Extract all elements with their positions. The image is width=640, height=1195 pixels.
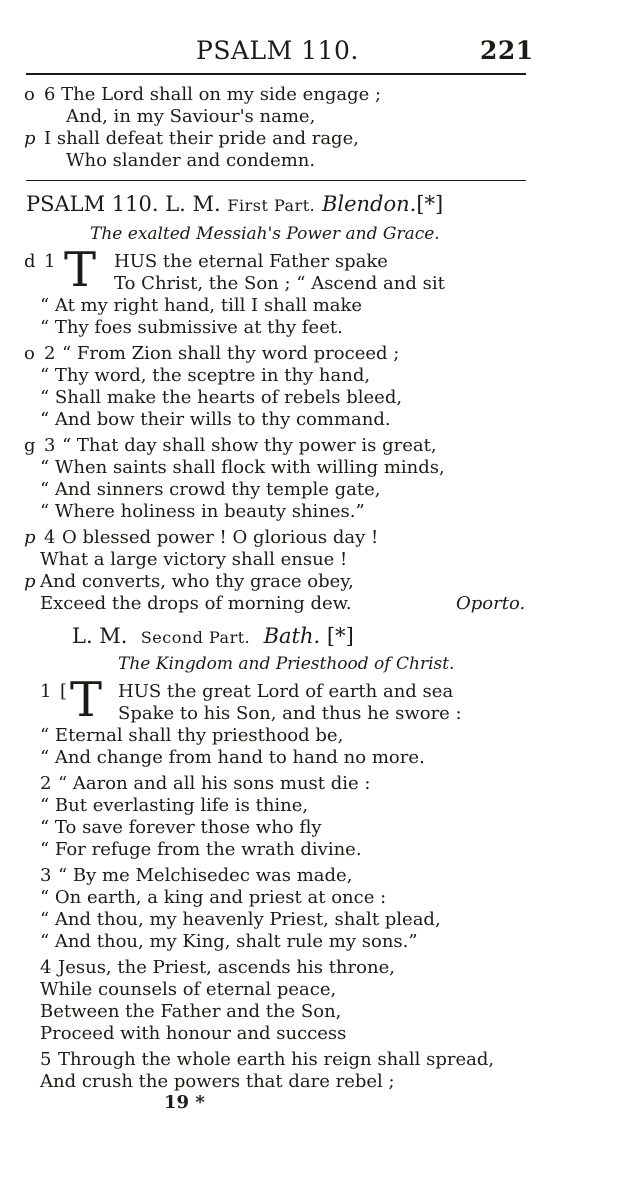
verse-line: Spake to his Son, and thus he swore : [118, 703, 462, 724]
tune-name: Bath. [263, 624, 321, 648]
part-heading [72, 624, 354, 648]
stanza-number: 1 [44, 251, 56, 272]
verse-line: 6 The Lord shall on my side engage ; [44, 84, 382, 105]
stanza-number: 4 [40, 957, 52, 978]
bracket: [ [60, 681, 68, 702]
verse-line: And converts, who thy grace obey, [40, 571, 354, 592]
stanza-number: 2 [44, 343, 56, 364]
stanza-marker: d [24, 251, 36, 272]
stanza-marker: o [24, 84, 35, 105]
verse-line: “ On earth, a king and priest at once : [40, 887, 387, 908]
verse-line: “ And thou, my heavenly Priest, shalt plead, [40, 909, 441, 930]
verse-line: “ When saints shall flock with willing minds, [40, 457, 445, 478]
verse-line: Jesus, the Priest, ascends his throne, [58, 957, 395, 978]
section-divider [26, 180, 526, 181]
verse-line: “ And thou, my King, shalt rule my sons.” [40, 931, 418, 952]
verse-line: “ Where holiness in beauty shines.” [40, 501, 365, 522]
verse-line: “ But everlasting life is thine, [40, 795, 309, 816]
stanza-number: 5 [40, 1049, 52, 1070]
verse-line: “ Aaron and all his sons must die : [58, 773, 371, 794]
verse-line: “ At my right hand, till I shall make [40, 295, 363, 316]
verse-line: HUS the great Lord of earth and sea [118, 681, 454, 702]
part-label: First Part. [227, 196, 316, 215]
stanza-marker: o [24, 343, 35, 364]
printer-signature: 19 * [164, 1092, 205, 1113]
verse-line: “ From Zion shall thy word proceed ; [62, 343, 400, 364]
verse-line: To Christ, the Son ; “ Ascend and sit [114, 273, 445, 294]
verse-line: Between the Father and the Son, [40, 1001, 342, 1022]
verse-line: “ Thy word, the sceptre in thy hand, [40, 365, 371, 386]
verse-line: “ For refuge from the wrath divine. [40, 839, 362, 860]
tune-mark: [*] [326, 624, 354, 648]
stanza-marker: g [24, 435, 36, 456]
header-rule [26, 73, 526, 75]
verse-line: Who slander and condemn. [66, 150, 316, 171]
stanza-number: 4 [44, 527, 56, 548]
stanza-marker: p [24, 128, 36, 149]
verse-line: “ To save forever those who fly [40, 817, 322, 838]
part-label: Second Part. [140, 628, 251, 647]
verse-line: O blessed power ! O glorious day ! [62, 527, 379, 548]
page-number: 221 [480, 36, 534, 65]
verse-line: What a large victory shall ensue ! [40, 549, 348, 570]
stanza-number: 3 [40, 865, 52, 886]
verse-line: “ Eternal shall thy priesthood be, [40, 725, 344, 746]
psalm-heading-lead: PSALM 110. L. M. [26, 192, 221, 216]
drop-cap: T [70, 672, 103, 728]
verse-line: Exceed the drops of morning dew. [40, 593, 352, 614]
drop-cap: T [64, 242, 97, 298]
verse-line: I shall defeat their pride and rage, [44, 128, 359, 149]
stanza-number: 1 [40, 681, 52, 702]
verse-line: Through the whole earth his reign shall spread, [58, 1049, 495, 1070]
closing-tune-name: Oporto. [456, 593, 526, 614]
stanza-number: 3 [44, 435, 56, 456]
running-header-title: PSALM 110. [196, 36, 359, 65]
verse-line: “ And change from hand to hand no more. [40, 747, 425, 768]
psalm-subtitle: The exalted Messiah's Power and Grace. [90, 224, 440, 244]
verse-line: “ Shall make the hearts of rebels bleed, [40, 387, 403, 408]
psalm-heading [26, 192, 443, 216]
verse-line: “ Thy foes submissive at thy feet. [40, 317, 343, 338]
stanza-number: 2 [40, 773, 52, 794]
stanza-marker: p [24, 527, 36, 548]
verse-line: “ By me Melchisedec was made, [58, 865, 353, 886]
verse-line: HUS the eternal Father spake [114, 251, 388, 272]
verse-line: “ And sinners crowd thy temple gate, [40, 479, 381, 500]
verse-line: While counsels of eternal peace, [40, 979, 337, 1000]
verse-line: And crush the powers that dare rebel ; [40, 1071, 395, 1092]
verse-line: “ That day shall show thy power is great, [62, 435, 437, 456]
verse-line: And, in my Saviour's name, [66, 106, 316, 127]
stanza-marker: p [24, 571, 36, 592]
verse-line: “ And bow their wills to thy command. [40, 409, 391, 430]
verse-line: Proceed with honour and success [40, 1023, 347, 1044]
tune-name: Blendon. [321, 192, 417, 216]
tune-mark: [*] [416, 192, 444, 216]
part-heading-lead: L. M. [72, 624, 128, 648]
part-subtitle: The Kingdom and Priesthood of Christ. [118, 654, 455, 674]
